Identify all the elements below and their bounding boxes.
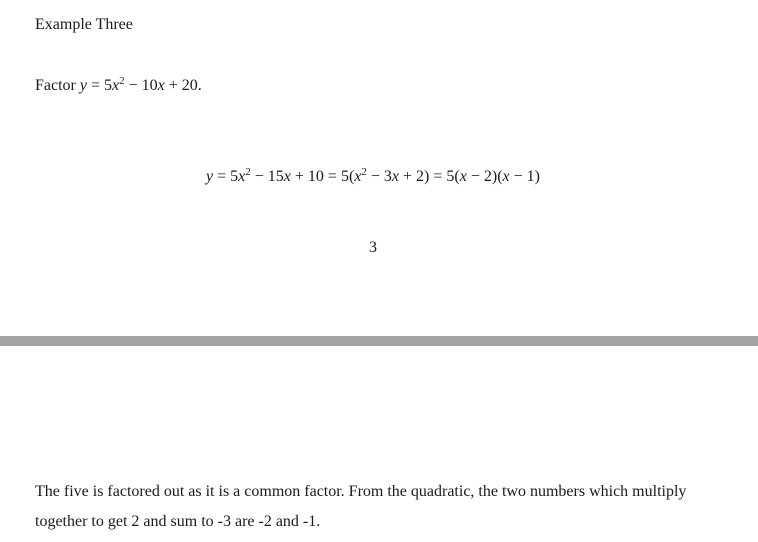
math-minus: −	[470, 168, 480, 185]
math-period: .	[197, 77, 202, 94]
math-minus: −	[254, 168, 264, 185]
example-heading: Example Three	[35, 16, 133, 33]
math-plus: +	[403, 168, 413, 185]
math-var-x: x	[354, 168, 362, 185]
problem-statement	[35, 76, 202, 96]
math-var-x: x	[238, 168, 246, 185]
math-constant: 20	[181, 77, 198, 94]
page-divider	[0, 336, 758, 346]
math-equals: =	[90, 77, 101, 94]
math-exponent: 2	[361, 166, 367, 178]
math-var-y: y	[79, 77, 87, 94]
math-coef-a: 5	[104, 77, 113, 94]
math-equals: =	[433, 168, 443, 185]
math-minus: −	[513, 168, 523, 185]
math-exponent: 2	[245, 166, 251, 178]
math-constant: 10	[307, 168, 324, 185]
math-coef: 3	[383, 168, 392, 185]
math-coef: 15	[267, 168, 284, 185]
math-var-y: y	[205, 168, 214, 185]
problem-prefix: Factor	[35, 77, 80, 94]
math-minus: −	[370, 168, 380, 185]
math-factor-open: 5(	[340, 168, 355, 185]
explanation-paragraph: The five is factored out as it is a common factor. From the quadratic, the two numbers which multiply together to get 2 and sum to -3 are -2 and -1.	[35, 483, 687, 530]
math-var-x: x	[283, 168, 291, 185]
math-equals: =	[217, 168, 227, 185]
factoring-equation	[0, 166, 746, 188]
math-equals: =	[327, 168, 337, 185]
math-coef: 5	[230, 168, 239, 185]
math-factor-close: 2)	[416, 168, 430, 185]
page-number: 3	[369, 239, 377, 256]
math-factor-close: 1)	[526, 168, 540, 185]
math-minus: −	[128, 77, 138, 94]
math-factor-close: 2)(	[483, 168, 503, 185]
math-var-x: x	[157, 77, 165, 94]
math-exponent: 2	[119, 75, 125, 87]
math-factor-open: 5(	[446, 168, 460, 185]
math-var-x: x	[112, 77, 120, 94]
document-page-bottom	[0, 346, 758, 542]
math-plus: +	[294, 168, 304, 185]
math-var-x: x	[391, 168, 400, 185]
math-var-x: x	[459, 168, 467, 185]
math-plus: +	[168, 77, 178, 94]
math-coef-b: 10	[141, 77, 158, 94]
math-var-x: x	[502, 168, 510, 185]
